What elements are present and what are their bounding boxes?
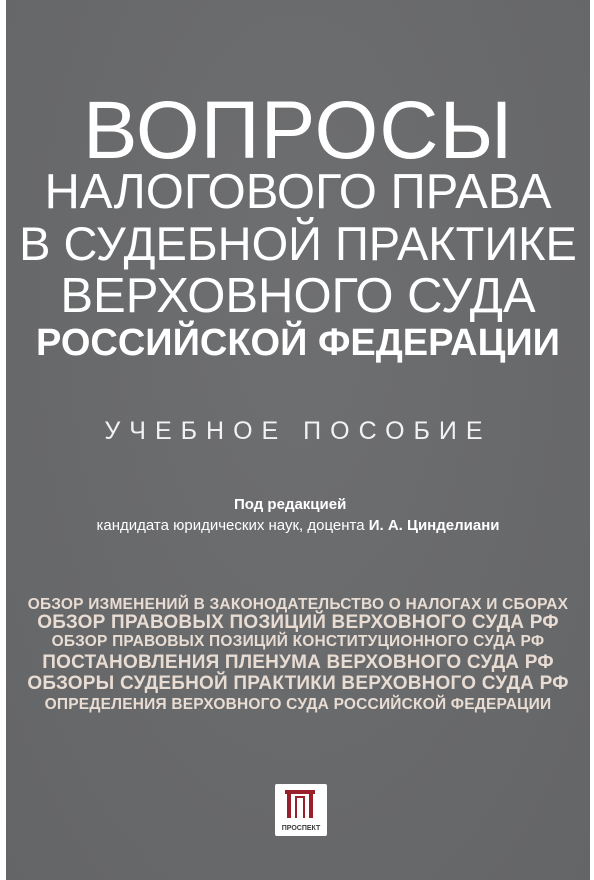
topic-2: ОБЗОР ПРАВОВЫХ ПОЗИЦИЙ ВЕРХОВНОГО СУДА РФ	[37, 612, 559, 633]
publisher-name: ПРОСПЕКТ	[281, 825, 321, 832]
topic-4: ПОСТАНОВЛЕНИЯ ПЛЕНУМА ВЕРХОВНОГО СУДА РФ	[42, 652, 554, 673]
editor-line	[6, 516, 590, 536]
topic-6: ОПРЕДЕЛЕНИЯ ВЕРХОВНОГО СУДА РОССИЙСКОЙ ФЕДЕРАЦИИ	[44, 696, 552, 713]
editor-label: Под редакцией	[234, 496, 347, 513]
publisher-logo-icon	[275, 784, 327, 824]
editor-credentials: кандидата юридических наук, доцента	[96, 517, 369, 534]
book-title-main: ВОПРОСЫ	[82, 85, 514, 176]
book-title-line-3: ВЕРХОВНОГО СУДА	[60, 269, 536, 323]
book-title-line-1: НАЛОГОВОГО ПРАВА	[44, 165, 552, 219]
book-title-line-4: РОССИЙСКОЙ ФЕДЕРАЦИИ	[35, 322, 560, 364]
book-cover	[6, 0, 590, 880]
topic-1: ОБЗОР ИЗМЕНЕНИЙ В ЗАКОНОДАТЕЛЬСТВО О НАЛОГАХ И СБОРАХ	[27, 596, 569, 613]
editor-name: И. А. Цинделиани	[368, 517, 500, 534]
book-subtitle: УЧЕБНОЕ ПОСОБИЕ	[104, 417, 492, 445]
book-title-line-2: В СУДЕБНОЙ ПРАКТИКЕ	[19, 217, 577, 270]
topic-3: ОБЗОР ПРАВОВЫХ ПОЗИЦИЙ КОНСТИТУЦИОННОГО СУДА РФ	[51, 633, 545, 650]
publisher-logo	[275, 784, 327, 836]
topic-5: ОБЗОРЫ СУДЕБНОЙ ПРАКТИКИ ВЕРХОВНОГО СУДА РФ	[27, 673, 569, 694]
